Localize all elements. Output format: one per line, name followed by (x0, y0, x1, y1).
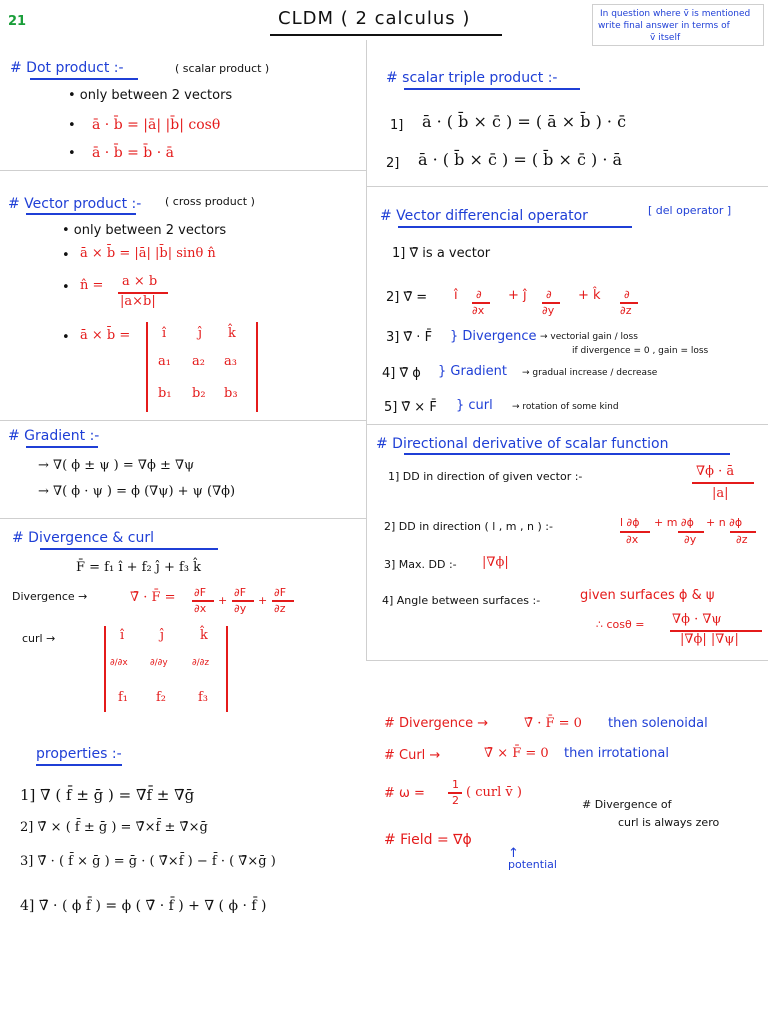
heading-underline (398, 226, 632, 228)
dd-term: + n ∂ϕ (706, 516, 743, 529)
fraction-den: |a×b| (120, 294, 156, 309)
fraction-den: 2 (452, 794, 459, 807)
vdo-desc: if divergence = 0 , gain = loss (572, 346, 709, 356)
det-cell: b₂ (192, 386, 206, 401)
dd-item: 2] DD in direction ( l , m , n ) :- (384, 520, 553, 533)
heading-underline (26, 446, 98, 448)
vector-product-heading: # Vector product :- (8, 196, 142, 212)
dd-term: ∂x (626, 533, 639, 546)
formula: → ∇( ϕ · ψ ) = ϕ (∇ψ) + ψ (∇ϕ) (38, 484, 236, 499)
dot-product-heading: # Dot product :- (10, 60, 124, 76)
det-cell: f₃ (198, 690, 209, 705)
bullet: • (68, 118, 76, 133)
formula: F̄ = f₁ î + f₂ ĵ + f₃ k̂ (76, 560, 202, 575)
fraction-num: a × b (122, 274, 158, 289)
stp-heading: # scalar triple product :- (386, 70, 558, 86)
formula: ∴ cosθ = (596, 618, 645, 631)
dd-term: l ∂ϕ (620, 516, 640, 529)
formula: ā · ( b̄ × c̄ ) = ( ā × b̄ ) · c̄ (422, 112, 627, 131)
unit-vector: + k̂ (578, 288, 601, 303)
vdo-label: } Gradient (438, 364, 507, 379)
vdo-item: 1] ∇̄ is a vector (392, 246, 491, 261)
divider (366, 660, 768, 661)
vdo-label: } curl (456, 398, 493, 413)
vdo-item: 5] ∇̄ × F̄ (384, 400, 437, 415)
partial-den: ∂x (472, 304, 485, 317)
vdo-desc: → gradual increase / decrease (522, 368, 658, 378)
property: 2] ∇̄ × ( f̄ ± ḡ ) = ∇̄×f̄ ± ∇̄×ḡ (20, 820, 208, 835)
partial-num: ∂ (624, 288, 630, 301)
divider (366, 424, 768, 425)
dd-item: 4] Angle between surfaces :- (382, 594, 541, 607)
properties-heading: properties :- (36, 746, 122, 762)
partial-num: ∂ (476, 288, 482, 301)
vdo-desc: → vectorial gain / loss (540, 332, 638, 342)
determinant-bar (256, 322, 258, 412)
vdo-item: 3] ∇̄ · F̄ (386, 330, 433, 345)
label: Divergence → (12, 590, 88, 603)
det-cell: ĵ (198, 326, 203, 341)
dd-item: 1] DD in direction of given vector :- (388, 470, 583, 483)
note-line: In question where ṽ is mentioned (600, 9, 751, 19)
fraction-num: 1 (452, 778, 459, 791)
det-cell: î (162, 326, 167, 341)
item-number: 2] (386, 156, 400, 171)
partial-den: ∂y (234, 602, 247, 615)
title-underline (270, 34, 502, 36)
det-cell: f₁ (118, 690, 129, 705)
formula: ∇̄ × F̄ = 0 (484, 746, 549, 761)
arrow: ↑ (508, 846, 519, 861)
formula: ( curl v̄ ) (466, 785, 522, 800)
partial-den: ∂z (274, 602, 286, 615)
det-cell: î (120, 628, 125, 643)
formula: ā · b̄ = |ā| |b̄| cosθ (92, 117, 221, 133)
det-cell: a₂ (192, 354, 205, 369)
formula: given surfaces ϕ & ψ (580, 588, 715, 603)
misc-line: then solenoidal (608, 716, 708, 731)
fraction-den: |a| (712, 486, 729, 501)
det-cell: k̂ (200, 628, 208, 643)
bullet: • (68, 146, 76, 161)
annotation: potential (508, 858, 557, 871)
divider (366, 40, 367, 660)
partial-den: ∂y (542, 304, 555, 317)
dd-heading: # Directional derivative of scalar function (376, 436, 669, 452)
determinant-bar (226, 626, 228, 712)
partial-num: ∂F (234, 586, 247, 599)
divcurl-heading: # Divergence & curl (12, 530, 154, 546)
vdo-item: 2] ∇̄ = (386, 290, 428, 305)
vector-product-sub: ( cross product ) (165, 195, 255, 208)
unit-vector: + ĵ (508, 288, 527, 303)
property: 4] ∇̄ · ( ϕ f̄ ) = ϕ ( ∇̄ · f̄ ) + ∇ ( ϕ · f̄ ) (20, 898, 267, 914)
divider (0, 518, 366, 519)
text-line: • only between 2 vectors (68, 88, 233, 103)
misc-line: # ω = (384, 786, 425, 801)
partial-num: ∂ (546, 288, 552, 301)
plus: + (258, 594, 268, 607)
formula: n̂ = (80, 278, 104, 293)
heading-underline (40, 548, 218, 550)
fraction-num: ∇ϕ · ā (696, 464, 735, 479)
formula: → ∇( ϕ ± ψ ) = ∇ϕ ± ∇ψ (38, 458, 195, 473)
heading-underline (404, 88, 580, 90)
fraction-num: ∇ϕ · ∇ψ (672, 612, 722, 627)
note: # Divergence of (582, 798, 672, 811)
formula: ā × b̄ = |ā| |b̄| sinθ n̂ (80, 246, 216, 261)
formula: ā · b̄ = b̄ · ā (92, 145, 174, 161)
unit-vector: î (454, 288, 458, 303)
partial-num: ∂F (194, 586, 207, 599)
formula: ∇̄ · F̄ = (130, 590, 176, 605)
item-number: 1] (390, 118, 404, 133)
dd-term: ∂z (736, 533, 748, 546)
det-cell: a₁ (158, 354, 171, 369)
dd-item: 3] Max. DD :- (384, 558, 457, 571)
det-cell: ∂/∂y (150, 658, 168, 668)
heading-underline (30, 78, 138, 80)
vdo-heading: # Vector differencial operator (380, 208, 588, 224)
page-title: CLDM ( 2 calculus ) (278, 8, 471, 29)
dot-product-sub: ( scalar product ) (175, 62, 270, 75)
plus: + (218, 594, 228, 607)
note: curl is always zero (618, 816, 720, 829)
det-cell: k̂ (228, 326, 236, 341)
bullet: • (62, 280, 70, 295)
vdo-sub: [ del operator ] (648, 204, 732, 217)
det-cell: b₁ (158, 386, 172, 401)
misc-line: # Field = ∇ϕ (384, 832, 472, 848)
note-line: write final answer in terms of (598, 21, 730, 31)
det-cell: ĵ (160, 628, 165, 643)
note-line: ṽ itself (650, 33, 681, 43)
det-cell: b₃ (224, 386, 238, 401)
property: 1] ∇̄ ( f̄ ± ḡ ) = ∇̄f̄ ± ∇̄ḡ (20, 786, 195, 804)
dd-term: + m ∂ϕ (654, 516, 694, 529)
det-cell: f₂ (156, 690, 167, 705)
fraction-bar (692, 482, 754, 484)
label: curl → (22, 632, 56, 645)
heading-underline (404, 453, 730, 455)
page-number: 21 (8, 14, 27, 29)
property: 3] ∇̄ · ( f̄ × ḡ ) = ḡ · ( ∇̄×f̄ ) − f̄ · ( ∇̄×ḡ ) (20, 854, 276, 869)
divider (0, 170, 366, 171)
dd-term: ∂y (684, 533, 697, 546)
formula: ā · ( b̄ × c̄ ) = ( b̄ × c̄ ) · ā (418, 150, 623, 169)
gradient-heading: # Gradient :- (8, 428, 100, 444)
determinant-bar (146, 322, 148, 412)
vdo-label: } Divergence (450, 329, 537, 344)
fraction-den: |∇ϕ| |∇ψ| (680, 632, 739, 647)
vdo-desc: → rotation of some kind (512, 402, 619, 412)
formula: ā × b̄ = (80, 328, 131, 343)
det-cell: ∂/∂z (192, 658, 210, 668)
heading-underline (36, 764, 122, 766)
misc-line: # Curl → (384, 748, 441, 763)
partial-den: ∂x (194, 602, 207, 615)
partial-den: ∂z (620, 304, 632, 317)
det-cell: ∂/∂x (110, 658, 128, 668)
partial-num: ∂F (274, 586, 287, 599)
misc-line: then irrotational (564, 746, 669, 761)
formula: |∇ϕ| (482, 555, 509, 570)
heading-underline (26, 213, 136, 215)
formula: ∇̄ · F̄ = 0 (524, 716, 582, 731)
determinant-bar (104, 626, 106, 712)
det-cell: a₃ (224, 354, 237, 369)
divider (0, 420, 366, 421)
misc-line: # Divergence → (384, 716, 489, 731)
bullet: • (62, 330, 70, 345)
divider (366, 186, 768, 187)
bullet: • (62, 248, 70, 263)
vdo-item: 4] ∇̄ ϕ (382, 366, 421, 381)
text-line: • only between 2 vectors (62, 223, 227, 238)
